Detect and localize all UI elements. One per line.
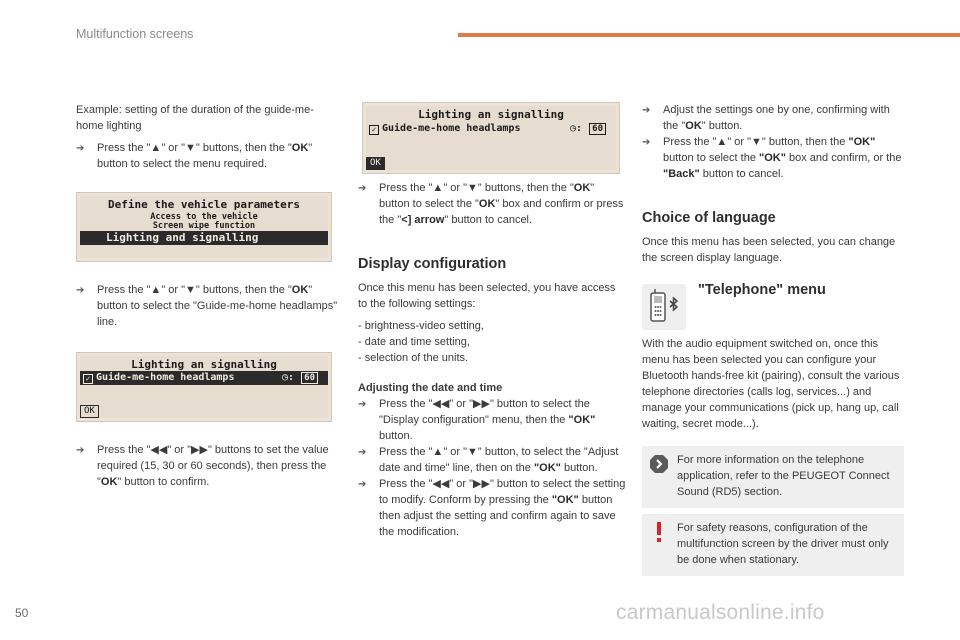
heading-choice-of-language: Choice of language (642, 210, 776, 226)
lcd-row-selected: ✓ Guide-me-home headlamps ◷: 60 (80, 371, 328, 385)
clock-icon: ◷: (569, 123, 582, 134)
display-settings-list (358, 318, 626, 366)
step-date-2: ➔ Press the "▲" or "▼" button, to select the "Adjust date and time" line, then on the "OK" button. (358, 446, 619, 474)
step-set-value: ➔ Press the "◀◀" or "▶▶" buttons to set the value required (15, 30 or 60 seconds), then press the "OK" button to confirm. (76, 444, 329, 488)
lcd-ok-box-selected: OK (366, 157, 385, 170)
lcd-ok-box: OK (80, 405, 99, 418)
column-1 (76, 102, 338, 496)
info-note-text: For more information on the telephone application, refer to the PEUGEOT Connect Sound (RD5) section. (677, 454, 890, 498)
step-select-menu: ➔ Press the "▲" or "▼" buttons, then the "OK" button to select the menu required. (76, 142, 313, 170)
step-select-line: ➔ Press the "▲" or "▼" buttons, then the "OK" button to select the "Guide-me-home headlamps" line. (76, 284, 338, 328)
bullet-arrow-icon: ➔ (76, 285, 85, 296)
bullet-arrow-icon: ➔ (358, 183, 367, 194)
header-accent-bar (458, 33, 960, 37)
value-box: 60 (589, 123, 606, 135)
bullet-arrow-icon: ➔ (358, 479, 367, 490)
heading-display-configuration: Display configuration (358, 256, 507, 272)
page-header-title: Multifunction screens (76, 27, 194, 41)
bullet-arrow-icon: ➔ (358, 447, 367, 458)
step-adjust-settings: ➔ Adjust the settings one by one, confirming with the "OK" button. (642, 104, 890, 132)
lcd-menu-item-selected: Lighting and signalling (80, 231, 328, 245)
list-item: - brightness-video setting, (358, 320, 484, 332)
screen-lighting-signalling-1 (76, 352, 332, 422)
warning-note (642, 514, 904, 576)
watermark: carmanualsonline.info (616, 601, 825, 624)
screen-define-vehicle-parameters (76, 192, 332, 262)
step-date-3: ➔ Press the "◀◀" or "▶▶" button to select the setting to modify. Conform by pressing the "OK" button then adjust the setting and confirm again to save the modification. (358, 478, 626, 538)
step-date-1: ➔ Press the "◀◀" or "▶▶" button to select the "Display configuration" menu, then the "OK" button. (358, 398, 596, 442)
exclamation-icon (649, 522, 669, 542)
lcd-menu-item: Screen wipe function (152, 221, 256, 231)
column-3 (642, 102, 904, 576)
language-text: Once this menu has been selected, you can change the screen display language. (642, 236, 896, 264)
bullet-arrow-icon: ➔ (76, 143, 85, 154)
telephone-heading-block (642, 284, 904, 330)
value-box: 60 (301, 372, 318, 384)
checkbox-checked-icon: ✓ (369, 125, 379, 135)
list-item: - selection of the units. (358, 352, 469, 364)
bullet-arrow-icon: ➔ (76, 445, 85, 456)
telephone-text: With the audio equipment switched on, once this menu has been selected you can configure your Bluetooth hands-free kit (pairing), consult the various telephone directories (calls log, services...) and manage your communications (pick up, hang up, call waiting, secret mode...). (642, 338, 900, 430)
heading-telephone-menu: "Telephone" menu (698, 282, 826, 298)
step-confirm-back: ➔ Press the "▲" or "▼" button, then the "OK" button to select the "OK" box and confirm, or the "Back" button to cancel. (642, 136, 902, 180)
lcd-title: Lighting an signalling (131, 358, 277, 371)
column-2 (358, 102, 626, 546)
heading-adjust-date-time: Adjusting the date and time (358, 382, 503, 394)
chevron-right-icon (649, 454, 669, 474)
checkbox-checked-icon: ✓ (83, 374, 93, 384)
clock-icon: ◷: (281, 372, 294, 383)
lcd-title: Lighting an signalling (418, 108, 564, 121)
step-confirm-or-cancel: ➔ Press the "▲" or "▼" buttons, then the "OK" button to select the "OK" box and confirm or press the "<] arrow" button to cancel. (358, 182, 624, 226)
display-intro: Once this menu has been selected, you have access to the following settings: (358, 282, 616, 310)
bullet-arrow-icon: ➔ (642, 137, 651, 148)
lcd-title: Define the vehicle parameters (107, 198, 301, 211)
info-note (642, 446, 904, 508)
warning-note-text: For safety reasons, configuration of the multifunction screen by the driver must only be done when stationary. (677, 522, 889, 566)
bluetooth-phone-icon (642, 284, 686, 330)
list-item: - date and time setting, (358, 336, 470, 348)
page-number: 50 (15, 606, 29, 620)
intro-text: Example: setting of the duration of the guide-me-home lighting (76, 104, 314, 132)
lcd-row: ✓ Guide-me-home headlamps ◷: 60 (366, 122, 616, 136)
lcd-menu-item: Access to the vehicle (150, 212, 258, 222)
screen-lighting-signalling-2 (362, 102, 620, 174)
bullet-arrow-icon: ➔ (358, 399, 367, 410)
bullet-arrow-icon: ➔ (642, 105, 651, 116)
